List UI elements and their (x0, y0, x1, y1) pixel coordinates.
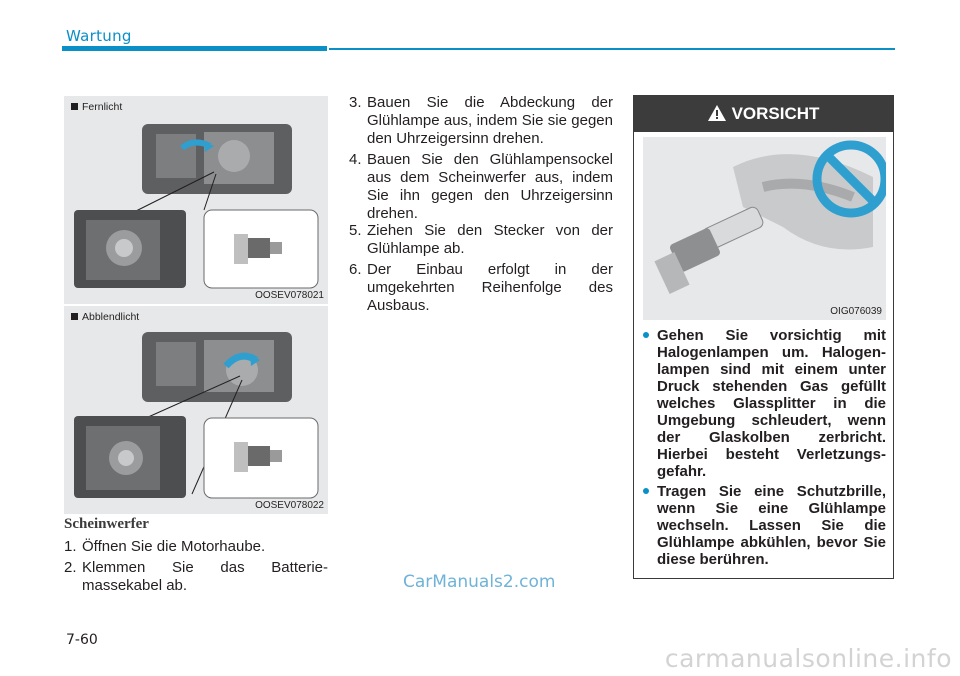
square-bullet-icon (71, 103, 78, 110)
bulb-handling-illustration (643, 137, 886, 320)
figure-tag (71, 311, 139, 323)
page-number: 7-60 (66, 632, 98, 648)
caution-item-text: Tragen Sie eine Schutzbrille, wenn Sie eine Glühlampe wechseln. Lassen Sie die Glühlampe abkühlen, bevor Sie diese berühren. (657, 483, 886, 568)
caution-item (643, 483, 886, 568)
figure-tag-label: Abblendlicht (82, 311, 140, 323)
section-title: Wartung (66, 27, 132, 45)
caution-box (633, 95, 894, 579)
step-number: 1. (64, 538, 77, 555)
warning-triangle-icon (708, 105, 726, 121)
step-number: 6. (349, 261, 362, 278)
figure-tag (71, 101, 122, 113)
step-text: Bauen Sie den Glühlampensockel aus dem Scheinwerfer aus, indem Sie ihn gegen den Uhrzeigersinn drehen. (367, 151, 613, 222)
caution-image (643, 137, 886, 320)
step-text: Der Einbau erfolgt in der umgekehrten Reihenfolge des Ausbaus. (367, 261, 613, 314)
step-number: 2. (64, 559, 77, 576)
header-rule-thin (329, 48, 895, 50)
figure-low-beam (64, 306, 328, 514)
watermark-link[interactable]: CarManuals2.com (403, 572, 556, 592)
figure-tag-label: Fernlicht (82, 101, 123, 113)
step-text: Klemmen Sie das Batterie-massekabel ab. (82, 559, 328, 594)
step (64, 538, 328, 556)
section-subheading: Scheinwerfer (64, 516, 149, 532)
caution-title: VORSICHT (731, 104, 820, 123)
figure-code: OOSEV078021 (255, 290, 324, 301)
step-text: Bauen Sie die Abdeckung der Glühlampe aus, indem Sie sie gegen den Uhrzeigersinn drehen. (367, 94, 613, 147)
caution-image-code: OIG076039 (830, 306, 882, 317)
caution-header (634, 96, 893, 132)
footer-watermark: carmanualsonline.info (664, 644, 952, 673)
headlamp-illustration (64, 306, 328, 514)
bullet-dot-icon (643, 332, 649, 338)
caution-item-text: Gehen Sie vorsichtig mit Halogenlampen um. Halogen-lampen sind mit einem unter Druck stehenden Gas gefüllt welches Glassplitter in die Umgebung schleudert, wenn der Glaskolben zerbricht. Hierbei besteht Verletzungs-gefahr. (657, 327, 886, 480)
step (349, 151, 613, 223)
figure-code: OOSEV078022 (255, 500, 324, 511)
header-rule-thick (62, 46, 327, 51)
headlamp-illustration (64, 96, 328, 304)
caution-list (643, 327, 886, 571)
step-number: 5. (349, 222, 362, 239)
step (349, 261, 613, 315)
step (64, 559, 328, 595)
caution-item (643, 327, 886, 480)
step (349, 94, 613, 148)
step-number: 4. (349, 151, 362, 168)
step (349, 222, 613, 258)
figure-high-beam (64, 96, 328, 304)
step-text: Ziehen Sie den Stecker von der Glühlampe ab. (367, 222, 613, 257)
step-number: 3. (349, 94, 362, 111)
bullet-dot-icon (643, 488, 649, 494)
square-bullet-icon (71, 313, 78, 320)
step-text: Öffnen Sie die Motorhaube. (82, 538, 266, 555)
